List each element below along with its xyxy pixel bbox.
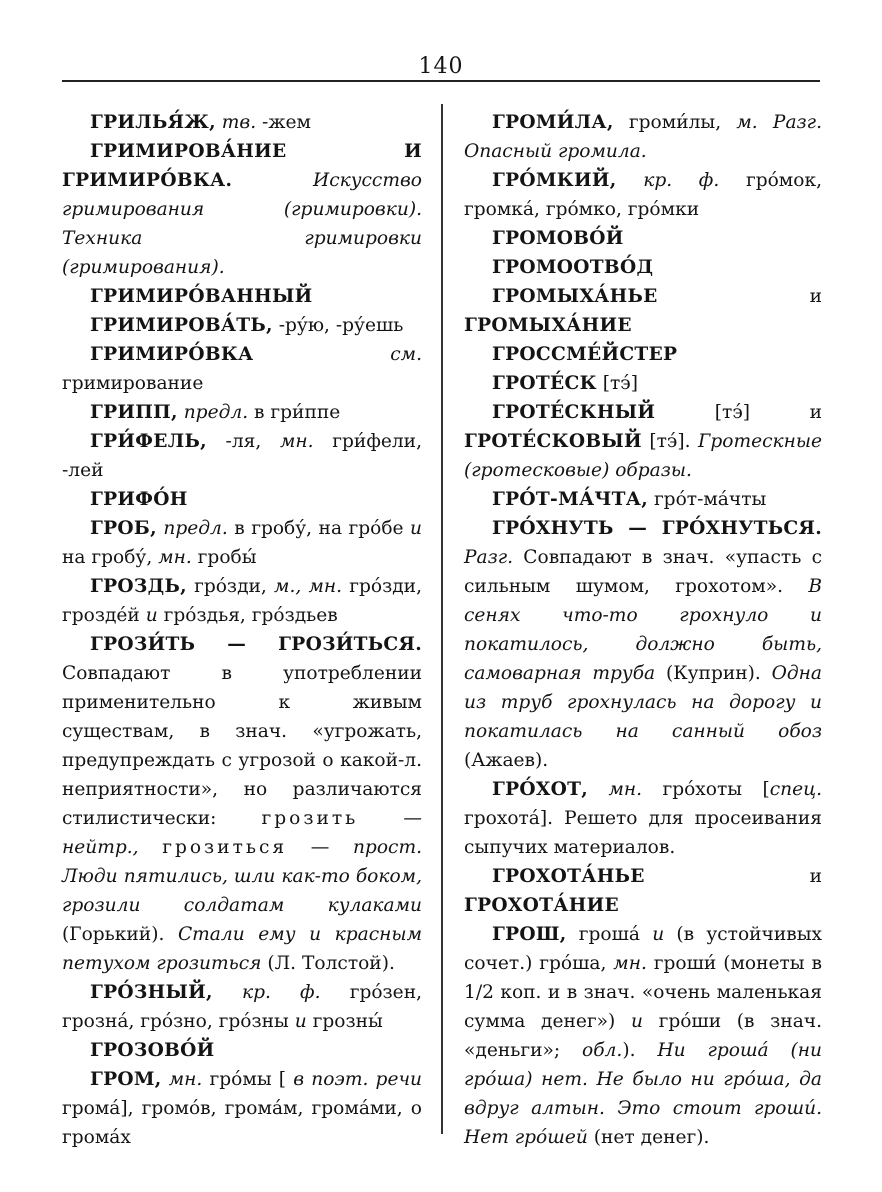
italic-text: мн. bbox=[168, 1069, 203, 1090]
dictionary-entry bbox=[62, 1036, 422, 1065]
entry-text bbox=[617, 170, 644, 191]
dictionary-entry bbox=[62, 1065, 422, 1152]
italic-text: и bbox=[410, 518, 422, 539]
entry-text: гро́зди, гроздéй bbox=[62, 576, 422, 626]
entry-text: -ру́ю, -ру́ешь bbox=[272, 315, 404, 336]
italic-text: кр. ф. bbox=[241, 982, 321, 1003]
dictionary-entry bbox=[464, 253, 822, 282]
headword: ГРИМИРО́ВКА bbox=[90, 344, 254, 365]
headword: ГРОМИ́ЛА, bbox=[492, 112, 614, 133]
dictionary-entry bbox=[464, 340, 822, 369]
italic-text: В сенях что-то грохнуло и покатилось, должно быть, самоварная труба bbox=[464, 576, 822, 684]
headword: ГРОТЕ́СК bbox=[492, 373, 597, 394]
column-divider bbox=[441, 104, 443, 1134]
italic-text: прост. Люди пятились, шли как-то боком, грозили солдатам кулаками bbox=[62, 837, 422, 916]
italic-text: Одна из труб грохнулась на дорогу и покатилась на санный обоз bbox=[464, 663, 822, 742]
entry-text: гро́хоты [ bbox=[642, 779, 770, 800]
headword: ГРОМОВО́Й bbox=[492, 228, 624, 249]
headword: ГРО́ЗНЫЙ, bbox=[90, 982, 213, 1003]
italic-text: мн. bbox=[280, 431, 314, 452]
italic-text: обл. bbox=[582, 1040, 623, 1061]
dictionary-entry bbox=[62, 427, 422, 485]
headword: ГРИПП, bbox=[90, 402, 178, 423]
entry-text: (Л. Толстой). bbox=[261, 953, 395, 974]
entry-text: Совпадают в употреблении применительно к живым существам, в знач. «угрожать, предупреждать с угрозой о какой-л. неприятности», но различаются стилистически: bbox=[62, 663, 422, 829]
entry-text: грозны́ bbox=[306, 1011, 383, 1032]
headword: ГРОХОТА́НИЕ bbox=[464, 895, 619, 916]
dictionary-entry bbox=[464, 514, 822, 775]
entry-text: гроши́ (монеты в 1/2 коп. и в знач. «очень маленькая сумма денег») bbox=[464, 953, 822, 1032]
entry-text bbox=[162, 1069, 169, 1090]
dictionary-entry bbox=[62, 108, 422, 137]
italic-text: Искусство гримирования (гримировки). Техника гримировки (гримирования). bbox=[62, 170, 422, 278]
headword: ГРО́ХНУТЬ — ГРО́ХНУТЬСЯ. bbox=[492, 518, 822, 539]
italic-text: предл. bbox=[183, 402, 249, 423]
dictionary-entry bbox=[62, 311, 422, 340]
entry-text: Совпадают в знач. «упасть с сильным шумом, грохотом». bbox=[464, 547, 822, 597]
entry-text: [тэ́] bbox=[596, 373, 638, 394]
italic-text: тв. bbox=[221, 112, 257, 133]
spaced-term: грозить bbox=[261, 808, 359, 829]
entry-text bbox=[254, 344, 391, 365]
entry-text: и bbox=[657, 286, 822, 307]
entry-text: гро́мы [ bbox=[202, 1069, 294, 1090]
italic-text: см. bbox=[390, 344, 422, 365]
headword: ГРОШ, bbox=[492, 924, 567, 945]
entry-text: гримирование bbox=[62, 373, 204, 394]
headword: ГРОМЫХА́НИЕ bbox=[464, 315, 632, 336]
right-column bbox=[464, 108, 822, 1152]
entry-text: гро́зен, грозна́, гро́зно, гро́зны bbox=[62, 982, 422, 1032]
dictionary-entry bbox=[464, 775, 822, 862]
dictionary-entry bbox=[62, 137, 422, 282]
italic-text: и bbox=[630, 1011, 643, 1032]
headword: ГРО́МКИЙ, bbox=[492, 170, 617, 191]
entry-text: -ля, bbox=[206, 431, 280, 452]
entry-text bbox=[588, 779, 608, 800]
dictionary-entry bbox=[464, 166, 822, 224]
entry-text: гро́ши (в знач. «деньги»; bbox=[464, 1011, 822, 1061]
entry-text: гро́зди, bbox=[186, 576, 275, 597]
entry-text: гроша́ bbox=[566, 924, 653, 945]
entry-text: гро́здья, гро́здьев bbox=[157, 605, 338, 626]
italic-text: кр. ф. bbox=[643, 170, 720, 191]
dictionary-entry bbox=[464, 108, 822, 166]
dictionary-entry bbox=[62, 978, 422, 1036]
entry-text: грохота́]. Решето для просеивания сыпучих материалов. bbox=[464, 808, 822, 858]
italic-text: мн. bbox=[158, 547, 192, 568]
entry-text: гро́т-ма́чты bbox=[648, 489, 767, 510]
entry-text bbox=[232, 170, 313, 191]
headword: ГРОБ, bbox=[90, 518, 157, 539]
headword: ГРИЛЬЯ́Ж, bbox=[90, 112, 216, 133]
italic-text: спец. bbox=[769, 779, 822, 800]
dictionary-entry bbox=[464, 398, 822, 485]
dictionary-entry bbox=[62, 514, 422, 572]
page-number: 140 bbox=[418, 54, 464, 79]
dictionary-entry bbox=[464, 485, 822, 514]
headword: ГРИМИРОВА́НИЕ И ГРИМИРО́ВКА. bbox=[62, 141, 422, 191]
header-rule bbox=[62, 80, 820, 82]
entry-text: и bbox=[644, 866, 822, 887]
entry-text: [тэ́]. bbox=[641, 431, 699, 452]
italic-text: и bbox=[652, 924, 665, 945]
entry-text: грома́], громо́в, громáм, грома́ми, о громáх bbox=[62, 1098, 422, 1148]
headword: ГРОМООТВО́Д bbox=[492, 257, 654, 278]
italic-text: и bbox=[294, 1011, 307, 1032]
entry-text: — bbox=[358, 808, 422, 829]
entry-text: в гробу́, на гро́бе bbox=[227, 518, 411, 539]
entry-text: (Ажаев). bbox=[464, 750, 549, 771]
entry-text: — bbox=[287, 837, 353, 858]
headword: ГРОЗДЬ, bbox=[90, 576, 187, 597]
dictionary-entry bbox=[62, 630, 422, 978]
entry-text: громи́лы, bbox=[613, 112, 737, 133]
dictionary-entry bbox=[464, 224, 822, 253]
entry-text: -жем bbox=[256, 112, 311, 133]
headword: ГРОМЫХА́НЬЕ bbox=[492, 286, 658, 307]
headword: ГРОТЕ́СКОВЫЙ bbox=[464, 431, 642, 452]
headword: ГРОЗОВО́Й bbox=[90, 1040, 215, 1061]
headword: ГРИ́ФЕЛЬ, bbox=[90, 431, 207, 452]
italic-text: мн. bbox=[613, 953, 647, 974]
entry-text: гри́фели, -лей bbox=[62, 431, 422, 481]
headword: ГРО́ХОТ, bbox=[492, 779, 589, 800]
dictionary-entry bbox=[62, 340, 422, 398]
headword: ГРИМИРОВА́ТЬ, bbox=[90, 315, 273, 336]
headword: ГРОЗИ́ТЬ — ГРОЗИ́ТЬСЯ. bbox=[90, 634, 422, 655]
dictionary-entry bbox=[464, 369, 822, 398]
entry-text: гробы́ bbox=[191, 547, 257, 568]
dictionary-entry bbox=[464, 920, 822, 1152]
entry-text: ). bbox=[622, 1040, 658, 1061]
spaced-term: грозиться bbox=[162, 837, 288, 858]
italic-text: Разг. bbox=[464, 547, 514, 568]
entry-text: (Куприн). bbox=[655, 663, 772, 684]
entry-text: (в устойчивых сочет.) гро́ша, bbox=[464, 924, 822, 974]
headword: ГРОХОТА́НЬЕ bbox=[492, 866, 645, 887]
italic-text: м., мн. bbox=[274, 576, 343, 597]
italic-text: в поэт. речи bbox=[293, 1069, 422, 1090]
headword: ГРОТЕ́СКНЫЙ bbox=[492, 402, 656, 423]
entry-text: гро́мок, громка́, гро́мко, гро́мки bbox=[464, 170, 822, 220]
italic-text: мн. bbox=[608, 779, 643, 800]
italic-text: и bbox=[145, 605, 158, 626]
dictionary-entry bbox=[62, 282, 422, 311]
entry-text: (Горький). bbox=[62, 924, 178, 945]
dictionary-entry bbox=[62, 572, 422, 630]
left-column bbox=[62, 108, 422, 1152]
headword: ГРИМИРО́ВАННЫЙ bbox=[90, 286, 313, 307]
headword: ГРОССМЕ́ЙСТЕР bbox=[492, 344, 678, 365]
entry-text: на гробу́, bbox=[62, 547, 159, 568]
italic-text: Стали ему и красным петухом грозиться bbox=[62, 924, 422, 974]
entry-text: [тэ́] и bbox=[655, 402, 822, 423]
italic-text: предл. bbox=[163, 518, 228, 539]
italic-text: Ни гроша́ (ни гро́ша) нет. Не было ни гро́ша, да вдруг алтын. Это стоит гроши́. Нет гро́шей bbox=[464, 1040, 823, 1148]
dictionary-entry bbox=[464, 282, 822, 340]
headword: ГРО́Т-МА́ЧТА, bbox=[492, 489, 649, 510]
italic-text: м. Разг. Опасный громила. bbox=[464, 112, 822, 162]
headword: ГРОМ, bbox=[90, 1069, 162, 1090]
italic-text: нейтр., bbox=[62, 837, 139, 858]
entry-text bbox=[213, 982, 242, 1003]
entry-text: (нет денег). bbox=[587, 1127, 710, 1148]
dictionary-entry bbox=[464, 862, 822, 920]
entry-text: в гри́ппе bbox=[248, 402, 341, 423]
italic-text: Гротескные (гротесковые) образы. bbox=[464, 431, 822, 481]
headword: ГРИФО́Н bbox=[90, 489, 188, 510]
dictionary-entry bbox=[62, 485, 422, 514]
entry-text bbox=[139, 837, 163, 858]
dictionary-entry bbox=[62, 398, 422, 427]
